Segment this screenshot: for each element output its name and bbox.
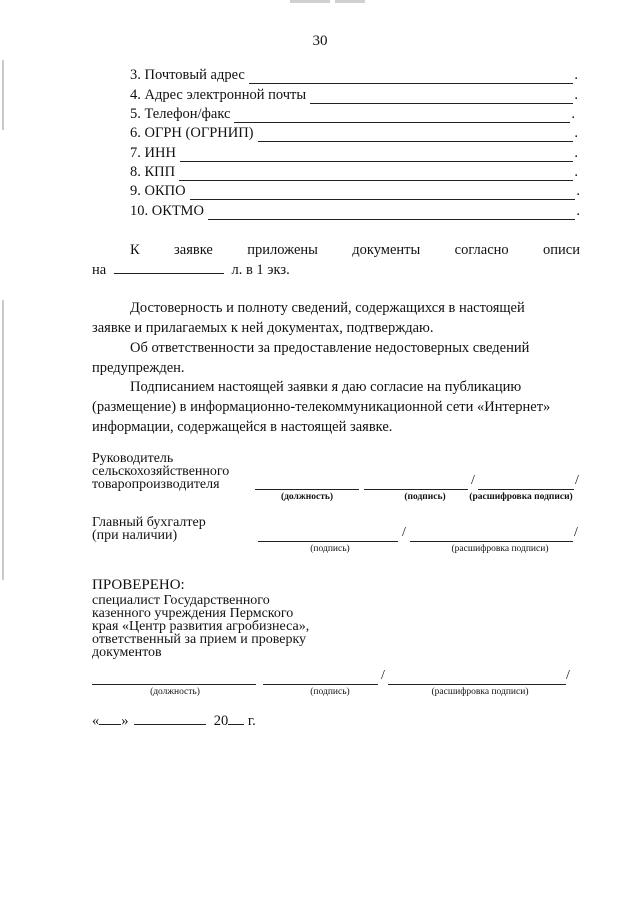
year-fill-line: [228, 712, 244, 725]
caption-signature: (подпись): [404, 492, 446, 502]
field-ogrn: 6. ОГРН (ОГРНИП) .: [130, 125, 578, 141]
signature-line: [258, 541, 398, 542]
caption-decode: (расшифровка подписи): [451, 544, 549, 554]
caption-decode: (расшифровка подписи): [469, 492, 573, 502]
verified-title: ПРОВЕРЕНО:: [92, 577, 185, 593]
decode-line: [478, 489, 574, 490]
field-label: 9. ОКПО: [130, 183, 186, 199]
fill-line: [190, 187, 576, 200]
head-signature-label: Руководитель: [92, 451, 174, 466]
scan-edge: [2, 300, 4, 580]
field-okpo: 9. ОКПО .: [130, 183, 580, 199]
attachments-count-line: на л. в 1 экз.: [92, 262, 290, 278]
month-fill-line: [134, 712, 206, 725]
field-label: 6. ОГРН (ОГРНИП): [130, 125, 254, 141]
attachments-paragraph: К заявке приложены документы согласно описи: [130, 242, 580, 258]
fill-line: [310, 91, 573, 104]
scan-artifact: [335, 0, 365, 3]
fill-line: [208, 207, 575, 220]
caption-signature: (подпись): [310, 544, 350, 554]
scan-artifact: [290, 0, 330, 3]
caption-signature: (подпись): [310, 687, 350, 697]
signature-line: [364, 489, 468, 490]
field-phone-fax: 5. Телефон/факс .: [130, 106, 575, 122]
accountant-signature-label: Главный бухгалтер: [92, 515, 206, 530]
decode-line: [388, 684, 566, 685]
decode-line: [410, 541, 573, 542]
confirm-paragraph: Достоверность и полноту сведений, содержащихся в настоящей: [130, 300, 525, 316]
field-label: 4. Адрес электронной почты: [130, 87, 307, 103]
field-postal-address: 3. Почтовый адрес .: [130, 67, 578, 83]
page-number: 30: [312, 33, 328, 49]
signature-line: [263, 684, 378, 685]
field-label: 3. Почтовый адрес: [130, 67, 245, 83]
field-kpp: 8. КПП .: [130, 164, 578, 180]
field-oktmo: 10. ОКТМО .: [130, 203, 580, 219]
fill-line: [179, 168, 573, 181]
field-label: 10. ОКТМО: [130, 203, 204, 219]
position-line: [255, 489, 359, 490]
field-label: 7. ИНН: [130, 145, 176, 161]
consent-paragraph: Подписанием настоящей заявки я даю согласие на публикацию: [130, 379, 522, 395]
field-email: 4. Адрес электронной почты .: [130, 87, 578, 103]
verified-text: специалист Государственного: [92, 593, 270, 608]
fill-line: [180, 149, 573, 162]
fill-line: [234, 110, 570, 123]
caption-decode: (расшифровка подписи): [431, 687, 529, 697]
field-label: 8. КПП: [130, 164, 176, 180]
field-inn: 7. ИНН .: [130, 145, 578, 161]
fill-line: [258, 129, 574, 142]
responsibility-paragraph: Об ответственности за предоставление недостоверных сведений: [130, 340, 530, 356]
fill-line: [249, 71, 574, 84]
document-page: 30 3. Почтовый адрес . 4. Адрес электронной почты . 5. Телефон/факс . 6. ОГРН (ОГРНИП) . 7. ИНН . 8. КПП . 9. ОКПО . 10. ОКТМО . К заявке приложены документы согласно описи на л. в 1 экз. Достоверность и полноту сведений, содержащихся в настоящей заявке и прилагаемых к ней документах, подтверждаю. Об ответственности за предоставление недостоверных сведений предупрежден. Подписанием настоящей заявки я даю согласие на публикацию (размещение) в информационно-телекоммуникационной сети «Интернет» информации, содержащейся в настоящей заявке. Руководитель сельскохозяйственного товаропроизводителя / / (должность) (подпись) (расшифровка подписи) Главный бухгалтер (при наличии) / / (подпись) (расшифровка подписи) ПРОВЕРЕНО: специалист Государственного казенного учреждения Пермского края «Центр развития агробизнеса», ответственный за прием и проверку документов / / (должность) (подпись) (расшифровка подписи) « » 20 г.: [0, 0, 640, 905]
caption-position: (должность): [150, 687, 200, 697]
scan-edge: [2, 60, 4, 130]
fill-line: [114, 261, 224, 274]
field-label: 5. Телефон/факс: [130, 106, 231, 122]
day-fill-line: [99, 712, 121, 725]
date-line: « » 20 г.: [92, 713, 256, 729]
position-line: [92, 684, 256, 685]
caption-position: (должность): [280, 492, 334, 502]
